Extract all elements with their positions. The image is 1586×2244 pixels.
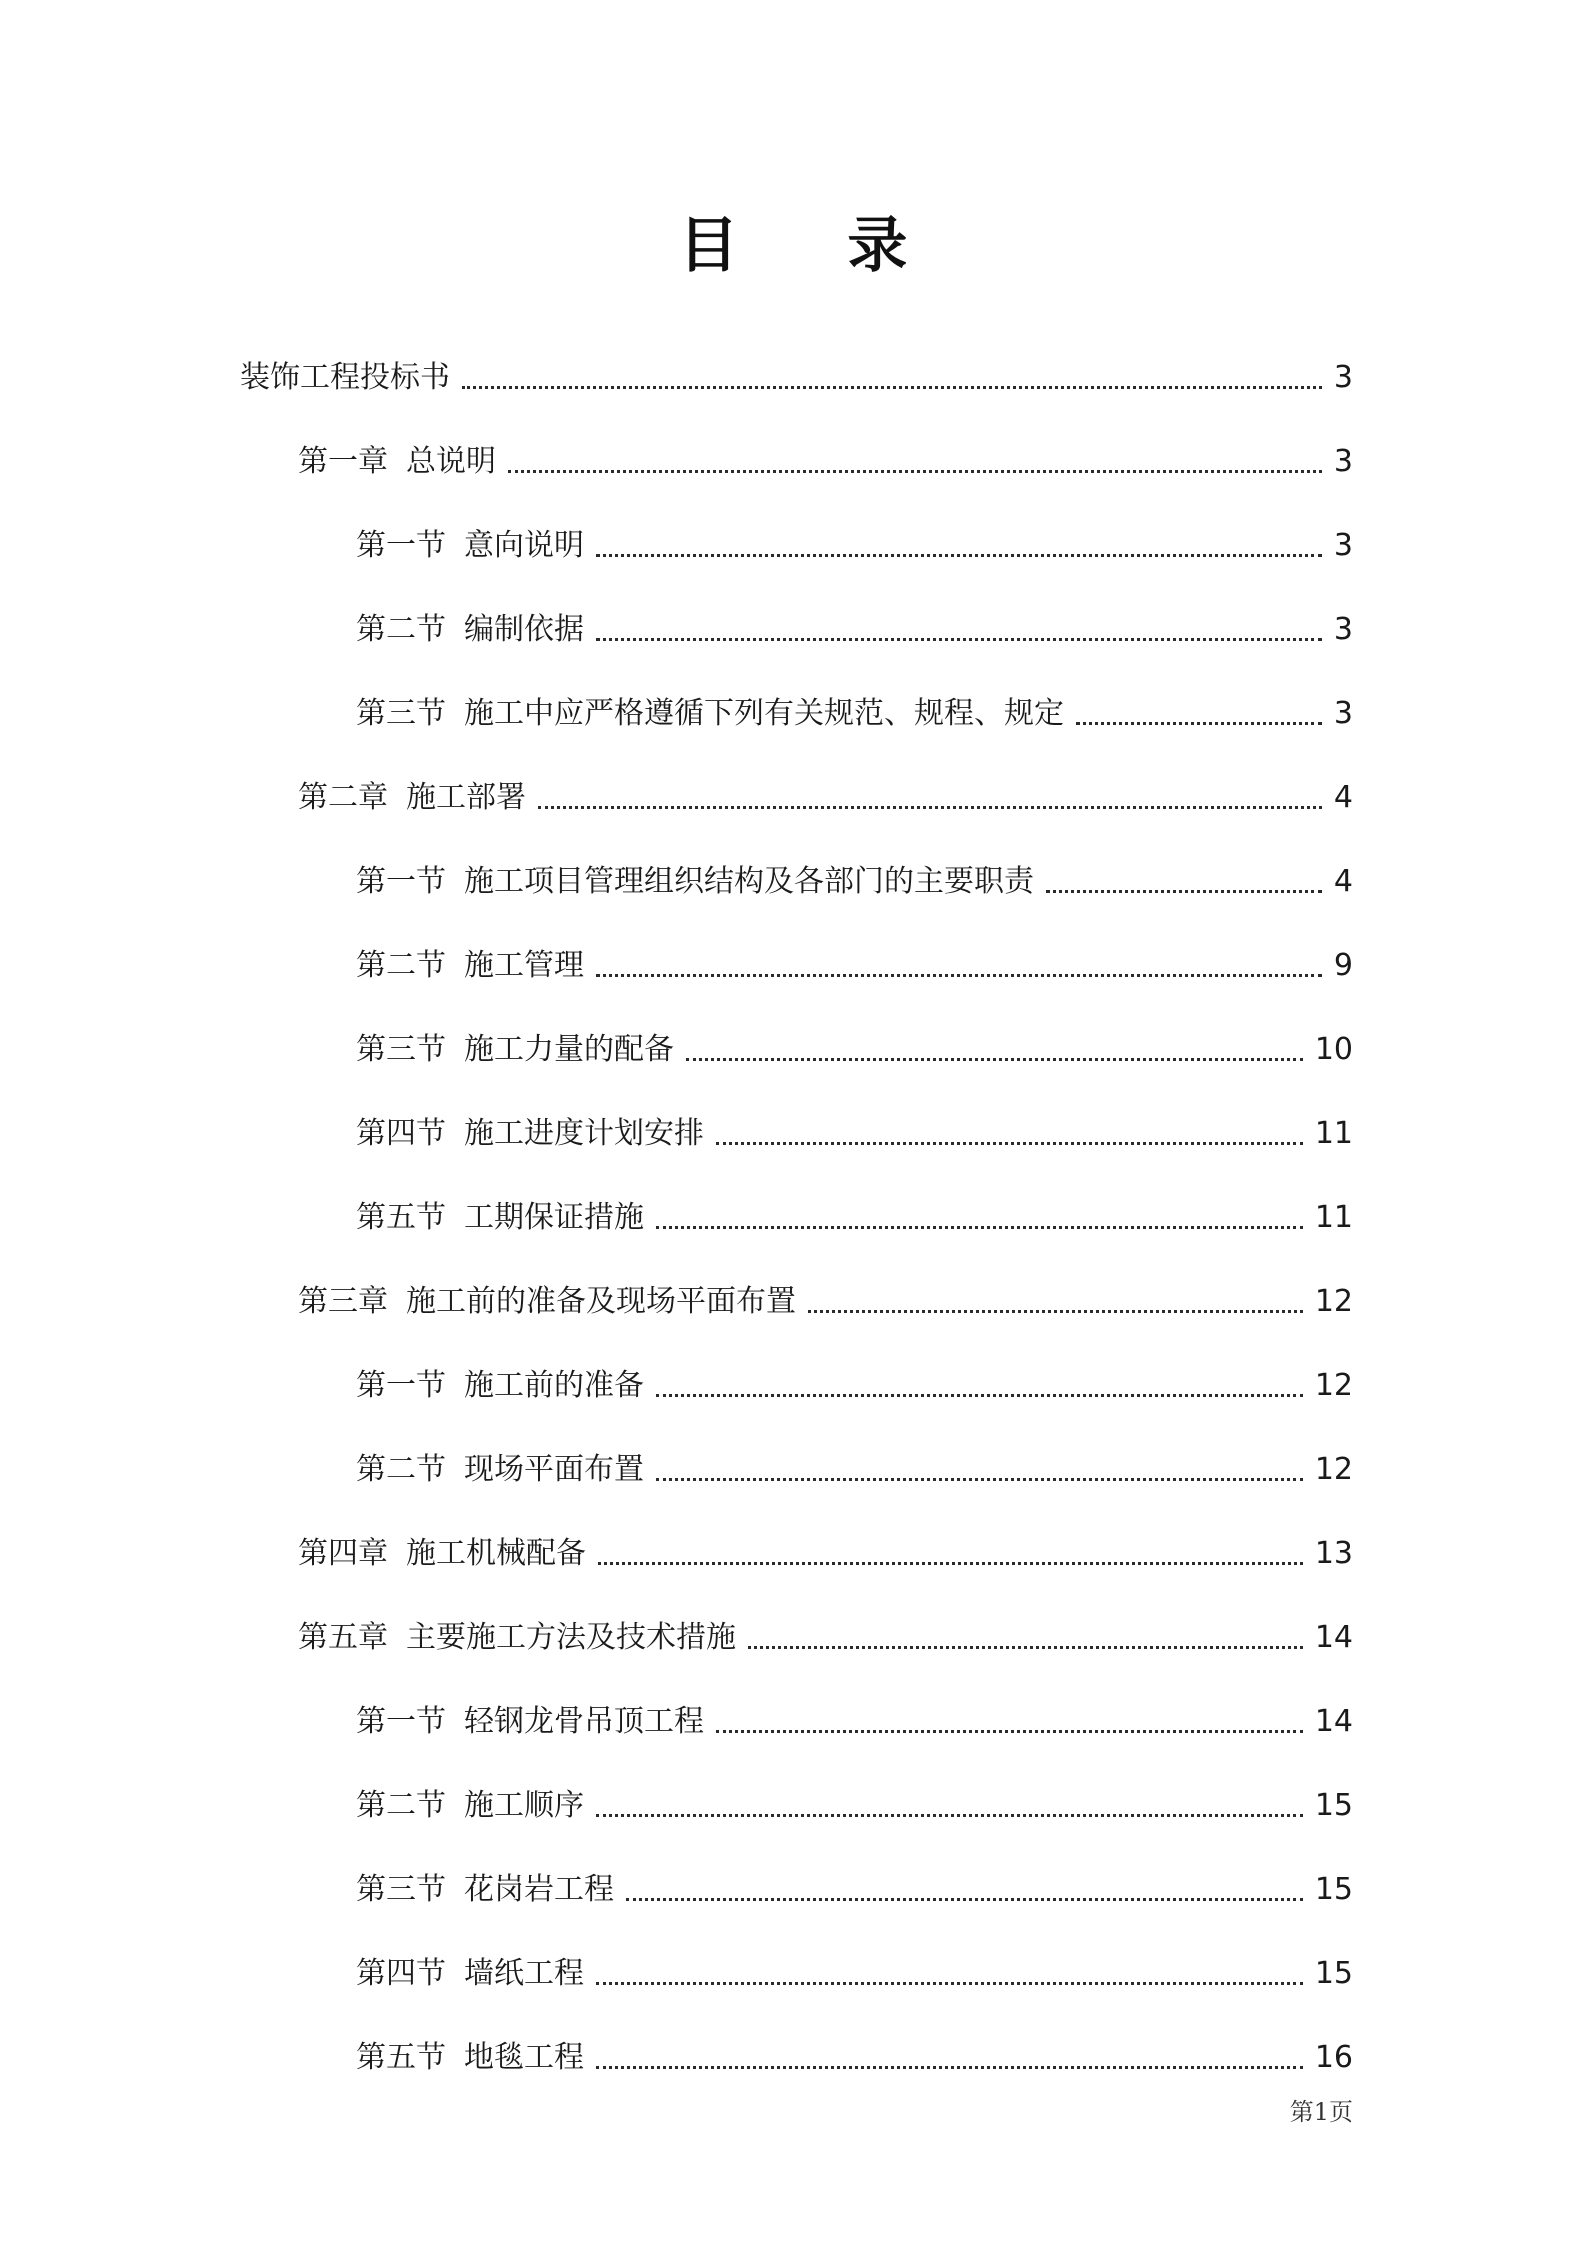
toc-entry-label [356,1114,704,1154]
toc-entry-title: 施工前的准备 [464,1368,644,1403]
toc-entry[interactable] [0,750,1586,834]
dot-leader [508,470,1322,473]
toc-entry-label [240,358,450,398]
toc-entry-title: 主要施工方法及技术措施 [406,1620,736,1655]
toc-entry-page-number: 4 [1333,864,1353,899]
toc-entry-page-number: 15 [1314,1788,1353,1823]
toc-entry-number: 第一章 [298,444,388,479]
toc-entry-label [356,1198,644,1238]
toc-entry[interactable] [0,1170,1586,1254]
toc-entry[interactable] [0,1338,1586,1422]
toc-entry-title: 轻钢龙骨吊顶工程 [464,1704,704,1739]
toc-entry-label [298,1282,796,1322]
toc-entry-page-number: 12 [1314,1452,1353,1487]
dot-leader [626,1898,1303,1901]
dot-leader [462,386,1322,389]
toc-entry[interactable] [0,1506,1586,1590]
toc-entry-title: 墙纸工程 [464,1956,584,1991]
toc-entry-page-number: 12 [1314,1284,1353,1319]
toc-entry[interactable] [0,1758,1586,1842]
toc-entry-page-number: 16 [1314,2040,1353,2075]
toc-entry[interactable] [0,1926,1586,2010]
toc-entry-label [356,1450,644,1490]
toc-entry-label [356,1366,644,1406]
toc-entry-number: 第二节 [356,1788,446,1823]
toc-entry-label [356,1870,614,1910]
dot-leader [596,638,1322,641]
toc-entry-title: 现场平面布置 [464,1452,644,1487]
toc-entry-page-number: 3 [1333,696,1353,731]
dot-leader [656,1394,1303,1397]
toc-entry-label [356,2038,584,2078]
toc-entry-title: 工期保证措施 [464,1200,644,1235]
toc-entry-page-number: 11 [1314,1116,1353,1151]
dot-leader [748,1646,1303,1649]
toc-entry[interactable] [0,498,1586,582]
toc-entry-number: 第五章 [298,1620,388,1655]
toc-entry-label [356,1954,584,1994]
dot-leader [1046,890,1322,893]
toc-entry[interactable] [0,330,1586,414]
toc-entry-page-number: 15 [1314,1872,1353,1907]
toc-entry-number: 第一节 [356,528,446,563]
toc-entry[interactable] [0,1842,1586,1926]
toc-entry-title: 编制依据 [464,612,584,647]
toc-entry-number: 第五节 [356,1200,446,1235]
dot-leader [596,2066,1303,2069]
toc-entry-number: 第二节 [356,612,446,647]
toc-entry-number: 第四节 [356,1956,446,1991]
toc-entry-page-number: 4 [1333,780,1353,815]
toc-entry-label [298,778,526,818]
toc-entry-number: 第三节 [356,1872,446,1907]
toc-entry-title: 花岗岩工程 [464,1872,614,1907]
toc-entry[interactable] [0,2010,1586,2094]
toc-entry[interactable] [0,414,1586,498]
toc-entry-label [356,1030,674,1070]
toc-entry-title: 施工力量的配备 [464,1032,674,1067]
toc-entry-page-number: 11 [1314,1200,1353,1235]
toc-entry-page-number: 12 [1314,1368,1353,1403]
toc-entry-title: 施工前的准备及现场平面布置 [406,1284,796,1319]
dot-leader [596,554,1322,557]
toc-entry-number: 第三节 [356,1032,446,1067]
toc-entry[interactable] [0,1422,1586,1506]
dot-leader [538,806,1322,809]
toc-entry[interactable] [0,666,1586,750]
toc-entry-label [298,1618,736,1658]
toc-entry-title: 总说明 [406,444,496,479]
toc-entry-label [356,1702,704,1742]
toc-entry-number: 第四章 [298,1536,388,1571]
dot-leader [598,1562,1303,1565]
toc-entry-number: 第三节 [356,696,446,731]
toc-entry-label [356,862,1034,902]
toc-entry-page-number: 3 [1333,444,1353,479]
toc-entry-title: 施工进度计划安排 [464,1116,704,1151]
toc-entry[interactable] [0,1674,1586,1758]
toc-entry-page-number: 15 [1314,1956,1353,1991]
toc-entry-number: 第四节 [356,1116,446,1151]
toc-entry[interactable] [0,1002,1586,1086]
dot-leader [716,1730,1303,1733]
toc-entry-page-number: 3 [1333,612,1353,647]
toc-entry-title: 施工部署 [406,780,526,815]
toc-entry-page-number: 14 [1314,1620,1353,1655]
dot-leader [596,1814,1303,1817]
toc-entry-label [356,946,584,986]
toc-entry-title: 意向说明 [464,528,584,563]
dot-leader [596,974,1322,977]
toc-entry-title: 施工中应严格遵循下列有关规范、规程、规定 [464,696,1064,731]
toc-entry-number: 第一节 [356,864,446,899]
toc-entry-number: 第五节 [356,2040,446,2075]
toc-entry-title: 地毯工程 [464,2040,584,2075]
dot-leader [686,1058,1303,1061]
toc-entry[interactable] [0,834,1586,918]
toc-entry-label [298,442,496,482]
toc-entry[interactable] [0,1590,1586,1674]
dot-leader [656,1226,1303,1229]
toc-entry-number: 第二章 [298,780,388,815]
toc-entry[interactable] [0,1086,1586,1170]
toc-entry-number: 第二节 [356,1452,446,1487]
dot-leader [716,1142,1303,1145]
toc-entry-page-number: 3 [1333,360,1353,395]
toc-entry-number: 第二节 [356,948,446,983]
page-title: 目 录 [678,211,952,281]
toc-entry-title: 施工管理 [464,948,584,983]
toc-entry[interactable] [0,918,1586,1002]
toc-entry-label [298,1534,586,1574]
toc-entry[interactable] [0,1254,1586,1338]
toc-entry-title: 施工顺序 [464,1788,584,1823]
toc-entry-label [356,610,584,650]
table-of-contents [0,330,1586,2094]
toc-entry-page-number: 14 [1314,1704,1353,1739]
toc-entry-label [356,526,584,566]
dot-leader [596,1982,1303,1985]
dot-leader [656,1478,1303,1481]
page-number-footer: 第1页 [1289,2098,1353,2126]
toc-entry-label [356,1786,584,1826]
toc-entry-page-number: 13 [1314,1536,1353,1571]
toc-entry-number: 第三章 [298,1284,388,1319]
dot-leader [1076,722,1322,725]
toc-entry-page-number: 10 [1314,1032,1353,1067]
toc-entry-title: 施工项目管理组织结构及各部门的主要职责 [464,864,1034,899]
toc-entry-title: 装饰工程投标书 [240,360,450,395]
toc-entry-number: 第一节 [356,1368,446,1403]
toc-entry-number: 第一节 [356,1704,446,1739]
toc-entry-page-number: 3 [1333,528,1353,563]
toc-entry-page-number: 9 [1333,948,1353,983]
toc-entry-label [356,694,1064,734]
dot-leader [808,1310,1303,1313]
toc-entry[interactable] [0,582,1586,666]
toc-entry-title: 施工机械配备 [406,1536,586,1571]
